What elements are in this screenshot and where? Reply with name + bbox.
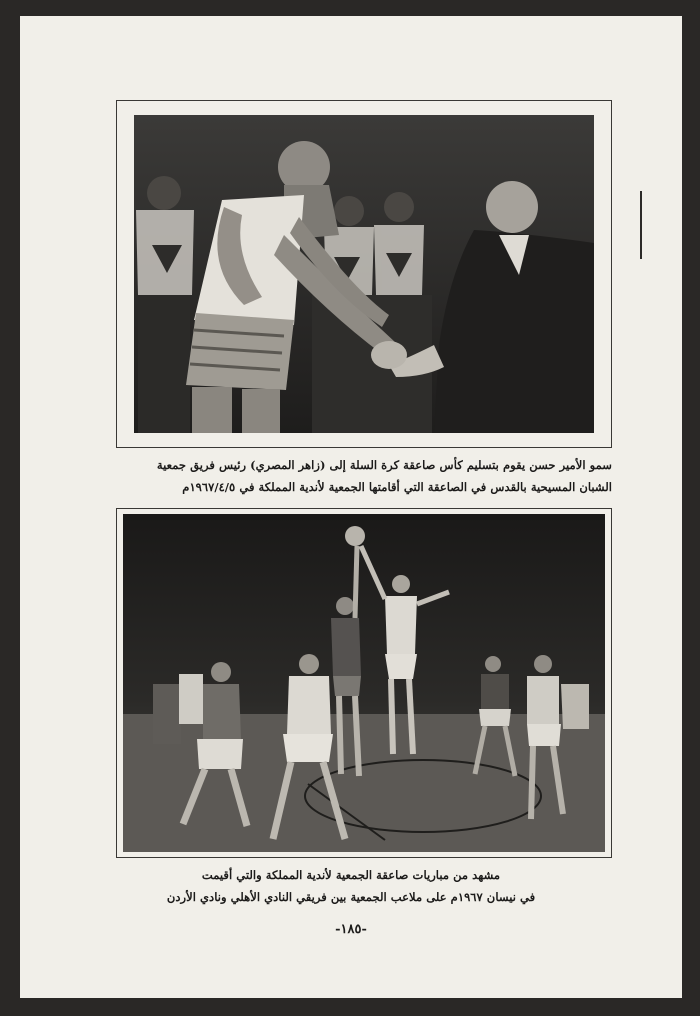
photo1-caption-line-1: سمو الأمير حسن يقوم بتسليم كأس صاعقة كرة السلة إلى (زاهر المصري) رئيس فريق جمعية (156, 458, 612, 472)
basketball-game-photo (123, 514, 605, 852)
photo-frame-top (116, 100, 612, 448)
photo1-caption-line-2: الشبان المسيحية بالقدس في الصاعقة التي أقامتها الجمعية لأندية المملكة في ١٩٦٧/٤/٥م (182, 480, 612, 494)
photo2-caption-line-2: في نيسان ١٩٦٧م على ملاعب الجمعية بين فريقي النادي الأهلي ونادي الأردن (166, 890, 536, 904)
page-edge-mark (640, 191, 642, 259)
trophy-presentation-photo (134, 115, 594, 433)
book-page (20, 16, 682, 998)
photo2-caption-line-1: مشهد من مباريات صاعقة الجمعية لأندية المملكة والتي أقيمت (201, 868, 501, 882)
page-number: -١٨٥- (335, 922, 367, 937)
photo-frame-bottom (116, 508, 612, 858)
